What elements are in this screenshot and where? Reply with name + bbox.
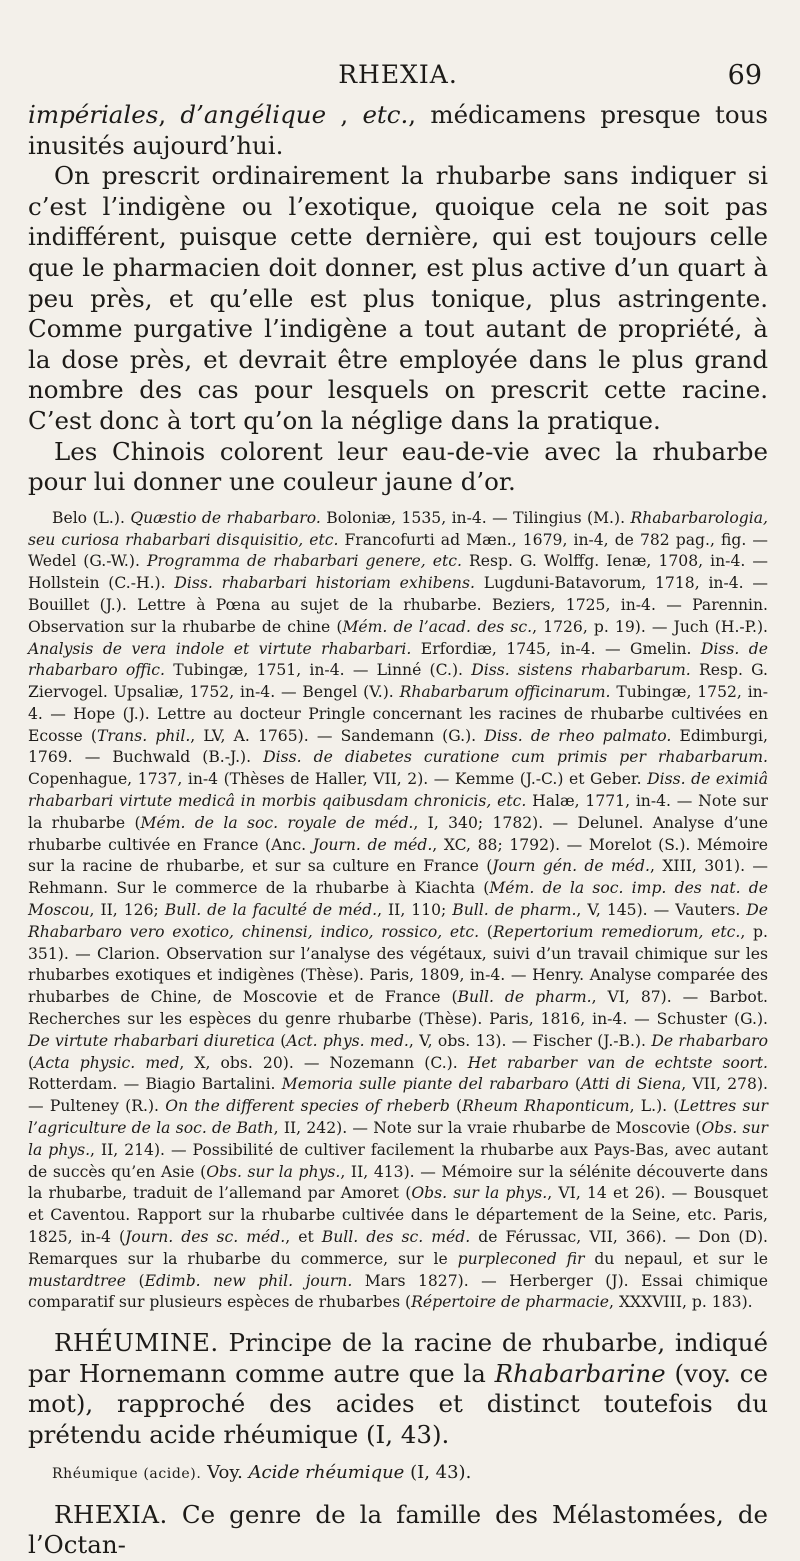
- biblio-title: De virtute rhabarbari diuretica: [28, 1031, 275, 1050]
- biblio-text: Lugduni-Batavorum, 1718, in-4. — Bouillet (J.). Lettre à Pœna au sujet de la rhubarbe. Beziers, 1725, in-4. — Parennin. Observation sur la rhubarbe de chine (: [28, 574, 769, 636]
- biblio-text: de Férussac, VII, 366). — Don (D). Remarques sur la rhubarbe du commerce, sur le: [28, 1228, 768, 1268]
- biblio-text: , 1726, p. 19). — Juch (H.-P.).: [532, 617, 768, 636]
- biblio-title: Mém. de la soc. imp. des nat. de Moscou: [28, 879, 768, 920]
- biblio-text: Francofurti ad Mæn., 1679, in-4, de 782 pag., fig. — Wedel (G.-W.).: [28, 530, 769, 571]
- biblio-title: Rheum Rhaponticum: [462, 1097, 630, 1116]
- biblio-text: , XXXVIII, p. 183).: [609, 1293, 753, 1312]
- paragraph-chinois: Les Chinois colorent leur eau-de-vie avec la rhubarbe pour lui donner une couleur jaune d’or.: [28, 436, 768, 497]
- biblio-text: , p. 351). — Clarion. Observation sur l’analyse des végétaux, suivi d’un travail chimique sur les rhubarbes exotiques et indigènes (Thèse). Paris, 1809, in-4. — Henry. Analyse comparée des rhubarbes de Chine, de Moscovie et de France (: [28, 922, 768, 1007]
- biblio-text: , VI, 87). — Barbot. Recherches sur les espèces du genre rhubarbe (Thèse). Paris, 1816, in-4. — Schuster (G.).: [28, 988, 768, 1029]
- running-head: [28, 60, 768, 100]
- biblio-title: Bull. de pharm.: [457, 988, 592, 1007]
- biblio-title: Diss. de eximiâ rhabarbari virtute medicâ in morbis qaibusdam chronicis, etc.: [28, 770, 768, 811]
- biblio-text: , V, 145). — Vauters.: [576, 901, 747, 920]
- biblio-title: De rhabarbaro: [651, 1031, 769, 1050]
- text-run: , médicamens presque tous inusités aujourd’hui.: [28, 100, 768, 160]
- entry-rheumique: [28, 1461, 768, 1486]
- headword: RHÉUMINE.: [54, 1328, 219, 1358]
- biblio-text: , LV, A. 1765). — Sandemann (G.).: [190, 726, 485, 745]
- biblio-title: Quæstio de rhabarbaro.: [130, 508, 321, 527]
- headword: RHEXIA.: [54, 1499, 168, 1529]
- italic-term: Acide rhéumique: [248, 1461, 405, 1483]
- biblio-title: Programma de rhabarbari genere, etc.: [146, 552, 462, 571]
- biblio-title: Journ. des sc. méd.: [125, 1228, 286, 1247]
- biblio-title: Memoria sulle piante del rabarbaro: [281, 1075, 569, 1094]
- biblio-text: (: [28, 1053, 35, 1072]
- biblio-text: , II, 110;: [377, 901, 453, 920]
- biblio-text: (: [274, 1031, 287, 1050]
- italic-term: Rhabarbarine: [494, 1358, 666, 1388]
- biblio-text: , II, 214). — Possibilité de cultiver facilement la rhubarbe aux Pays-Bas, avec autant de succès qu’en Asie (: [28, 1140, 768, 1181]
- biblio-text: (: [568, 1075, 582, 1094]
- biblio-title: Act. phys. med.: [286, 1031, 409, 1050]
- entry-rhexia: [28, 1500, 768, 1561]
- running-title: RHEXIA.: [338, 60, 458, 89]
- biblio-title: On the different species of rheberb: [165, 1097, 450, 1116]
- text-run: (voy. ce mot), rapproché des acides et distinct toutefois du prétendu acide rhéumique (I, 43).: [28, 1358, 768, 1449]
- biblio-title: Lettres sur l’agriculture de la soc. de Bath: [28, 1097, 769, 1138]
- biblio-title: purpleconed fir: [457, 1249, 585, 1268]
- biblio-text: , II, 413). — Mémoire sur la sélénite découverte dans la rhubarbe, traduit de l’allemand par Amoret (: [28, 1162, 768, 1203]
- page-number: 69: [727, 60, 762, 91]
- biblio-title: Obs. sur la phys.: [206, 1162, 341, 1181]
- biblio-title: Repertorium remediorum, etc.: [492, 922, 741, 941]
- biblio-text: (: [449, 1097, 463, 1116]
- biblio-text: Resp. G. Wolffg. Ienæ, 1708, in-4. — Hollstein (C.-H.).: [28, 552, 768, 593]
- biblio-text: , XC, 88; 1792). — Morelot (S.). Mémoire sur la racine de rhubarbe, et sur sa culture en France (: [28, 835, 769, 876]
- biblio-title: Rhabarbarologia, seu curiosa rhabarbari disquisitio, etc.: [28, 508, 768, 549]
- biblio-title: Diss. de rhabarbaro offic.: [28, 639, 768, 680]
- bibliography: [28, 508, 768, 1314]
- biblio-title: Acta physic. med: [34, 1053, 180, 1072]
- biblio-text: du nepaul, et sur le: [584, 1249, 768, 1268]
- biblio-text: , I, 340; 1782). — Delunel. Analyse d’une rhubarbe cultivée en France (Anc.: [28, 813, 769, 854]
- biblio-text: , X, obs. 20). — Nozemann (C.).: [179, 1053, 468, 1072]
- biblio-title: Analysis de vera indole et virtute rhabarbari.: [28, 639, 412, 658]
- biblio-text: Mars 1827). — Herberger (J). Essai chimique comparatif sur plusieurs espèces de rhubarbes (: [28, 1271, 768, 1312]
- biblio-text: Halæ, 1771, in-4. — Note sur la rhubarbe (: [28, 792, 768, 832]
- biblio-title: Journ gén. de méd.: [492, 857, 650, 876]
- biblio-text: Copenhague, 1737, in-4 (Thèses de Haller, VII, 2). — Kemme (J.-C.) et Geber.: [28, 770, 648, 789]
- biblio-text: , II, 242). — Note sur la vraie rhubarbe de Moscovie (: [273, 1119, 702, 1138]
- text-run: Principe de la racine de rhubarbe, indiqué par Hornemann comme autre que la: [28, 1328, 768, 1388]
- biblio-text: , XIII, 301). — Rehmann. Sur le commerce de la rhubarbe à Kiachta (: [28, 857, 769, 898]
- italic-term: etc.: [362, 100, 409, 129]
- paragraph-continuation: [28, 100, 768, 161]
- biblio-title: Mém. de la soc. royale de méd.: [140, 813, 414, 832]
- biblio-text: (: [479, 922, 493, 941]
- biblio-text: , II, 126;: [89, 901, 165, 920]
- biblio-title: Obs. sur la phys.: [28, 1119, 768, 1159]
- text-run: Ce genre de la famille des Mélastomées, de l’Octan-: [28, 1499, 768, 1560]
- biblio-title: Diss. sistens rhabarbarum.: [471, 661, 691, 680]
- biblio-text: Edimburgi, 1769. — Buchwald (B.-J.).: [28, 726, 768, 767]
- biblio-title: Obs. sur la phys.: [411, 1184, 548, 1203]
- biblio-text: Tubingæ, 1752, in-4. — Hope (J.). Lettre au docteur Pringle concernant les racines de rhubarbe cultivées en Ecosse (: [28, 683, 768, 745]
- biblio-text: Erfordiæ, 1745, in-4. — Gmelin.: [411, 639, 701, 658]
- biblio-title: Bull. de la faculté de méd.: [164, 901, 378, 920]
- biblio-text: (: [126, 1271, 145, 1290]
- biblio-title: Edimb. new phil. journ.: [144, 1271, 353, 1290]
- text-run: ,: [158, 100, 181, 129]
- biblio-title: Trans. phil.: [97, 726, 191, 745]
- biblio-title: De Rhabarbaro vero exotico, chinensi, indico, rossico, etc.: [28, 901, 768, 941]
- biblio-title: Diss. rhabarbari historiam exhibens.: [174, 574, 475, 593]
- biblio-title: Répertoire de pharmacie: [411, 1293, 610, 1312]
- entry-rheumine: [28, 1328, 768, 1450]
- biblio-title: Diss. de rheo palmato.: [484, 726, 672, 745]
- biblio-text: , VII, 278). — Pulteney (R.).: [28, 1075, 768, 1116]
- headword: Rhéumique (acide).: [52, 1465, 202, 1482]
- biblio-title: mustardtree: [28, 1271, 127, 1290]
- biblio-text: Resp. G. Ziervogel. Upsaliæ, 1752, in-4. — Bengel (V.).: [28, 661, 768, 702]
- biblio-title: Het rabarber van de echtste soort.: [467, 1053, 769, 1072]
- text-run: Voy.: [201, 1461, 249, 1483]
- biblio-text: , L.). (: [629, 1097, 680, 1116]
- paragraph-rhubarbe-prescription: On prescrit ordinairement la rhubarbe sans indiquer si c’est l’indigène ou l’exotique, quoique cela ne soit pas indifférent, puisque cette dernière, qui est toujours celle que le pharmacien doit donner, est plus active d’un quart à peu près, et qu’elle est plus tonique, plus astringente. Comme purgative l’indigène a tout autant de propriété, à la dose près, et devrait être employée dans le plus grand nombre des cas pour lesquels on prescrit cette racine. C’est donc à tort qu’on la néglige dans la pratique.: [28, 161, 768, 435]
- biblio-text: Belo (L.).: [52, 508, 131, 527]
- biblio-title: Bull. des sc. méd.: [321, 1228, 471, 1247]
- italic-term: impériales: [28, 100, 159, 129]
- biblio-title: Mém. de l’acad. des sc.: [342, 617, 533, 636]
- biblio-text: , et: [285, 1228, 322, 1247]
- biblio-text: Boloniæ, 1535, in-4. — Tilingius (M.).: [320, 508, 631, 527]
- biblio-title: Diss. de diabetes curatione cum primis per rhabarbarum.: [263, 748, 769, 767]
- biblio-text: , VI, 14 et 26). — Bousquet et Caventou. Rapport sur la rhubarbe cultivée dans le département de la Seine, etc. Paris, 1825, in-4 (: [28, 1184, 768, 1247]
- text-run: (I, 43).: [404, 1461, 472, 1483]
- biblio-title: Journ. de méd.: [312, 835, 433, 854]
- text-run: ,: [326, 100, 363, 129]
- biblio-text: Tubingæ, 1751, in-4. — Linné (C.).: [165, 661, 472, 680]
- biblio-text: Rotterdam. — Biagio Bartalini.: [28, 1075, 282, 1094]
- biblio-title: Rhabarbarum officinarum.: [399, 683, 611, 702]
- biblio-text: , V, obs. 13). — Fischer (J.-B.).: [408, 1031, 652, 1050]
- main-text: [28, 100, 768, 498]
- italic-term: d’angélique: [180, 100, 327, 129]
- biblio-title: Atti di Siena: [581, 1075, 682, 1094]
- biblio-title: Bull. de pharm.: [452, 901, 577, 920]
